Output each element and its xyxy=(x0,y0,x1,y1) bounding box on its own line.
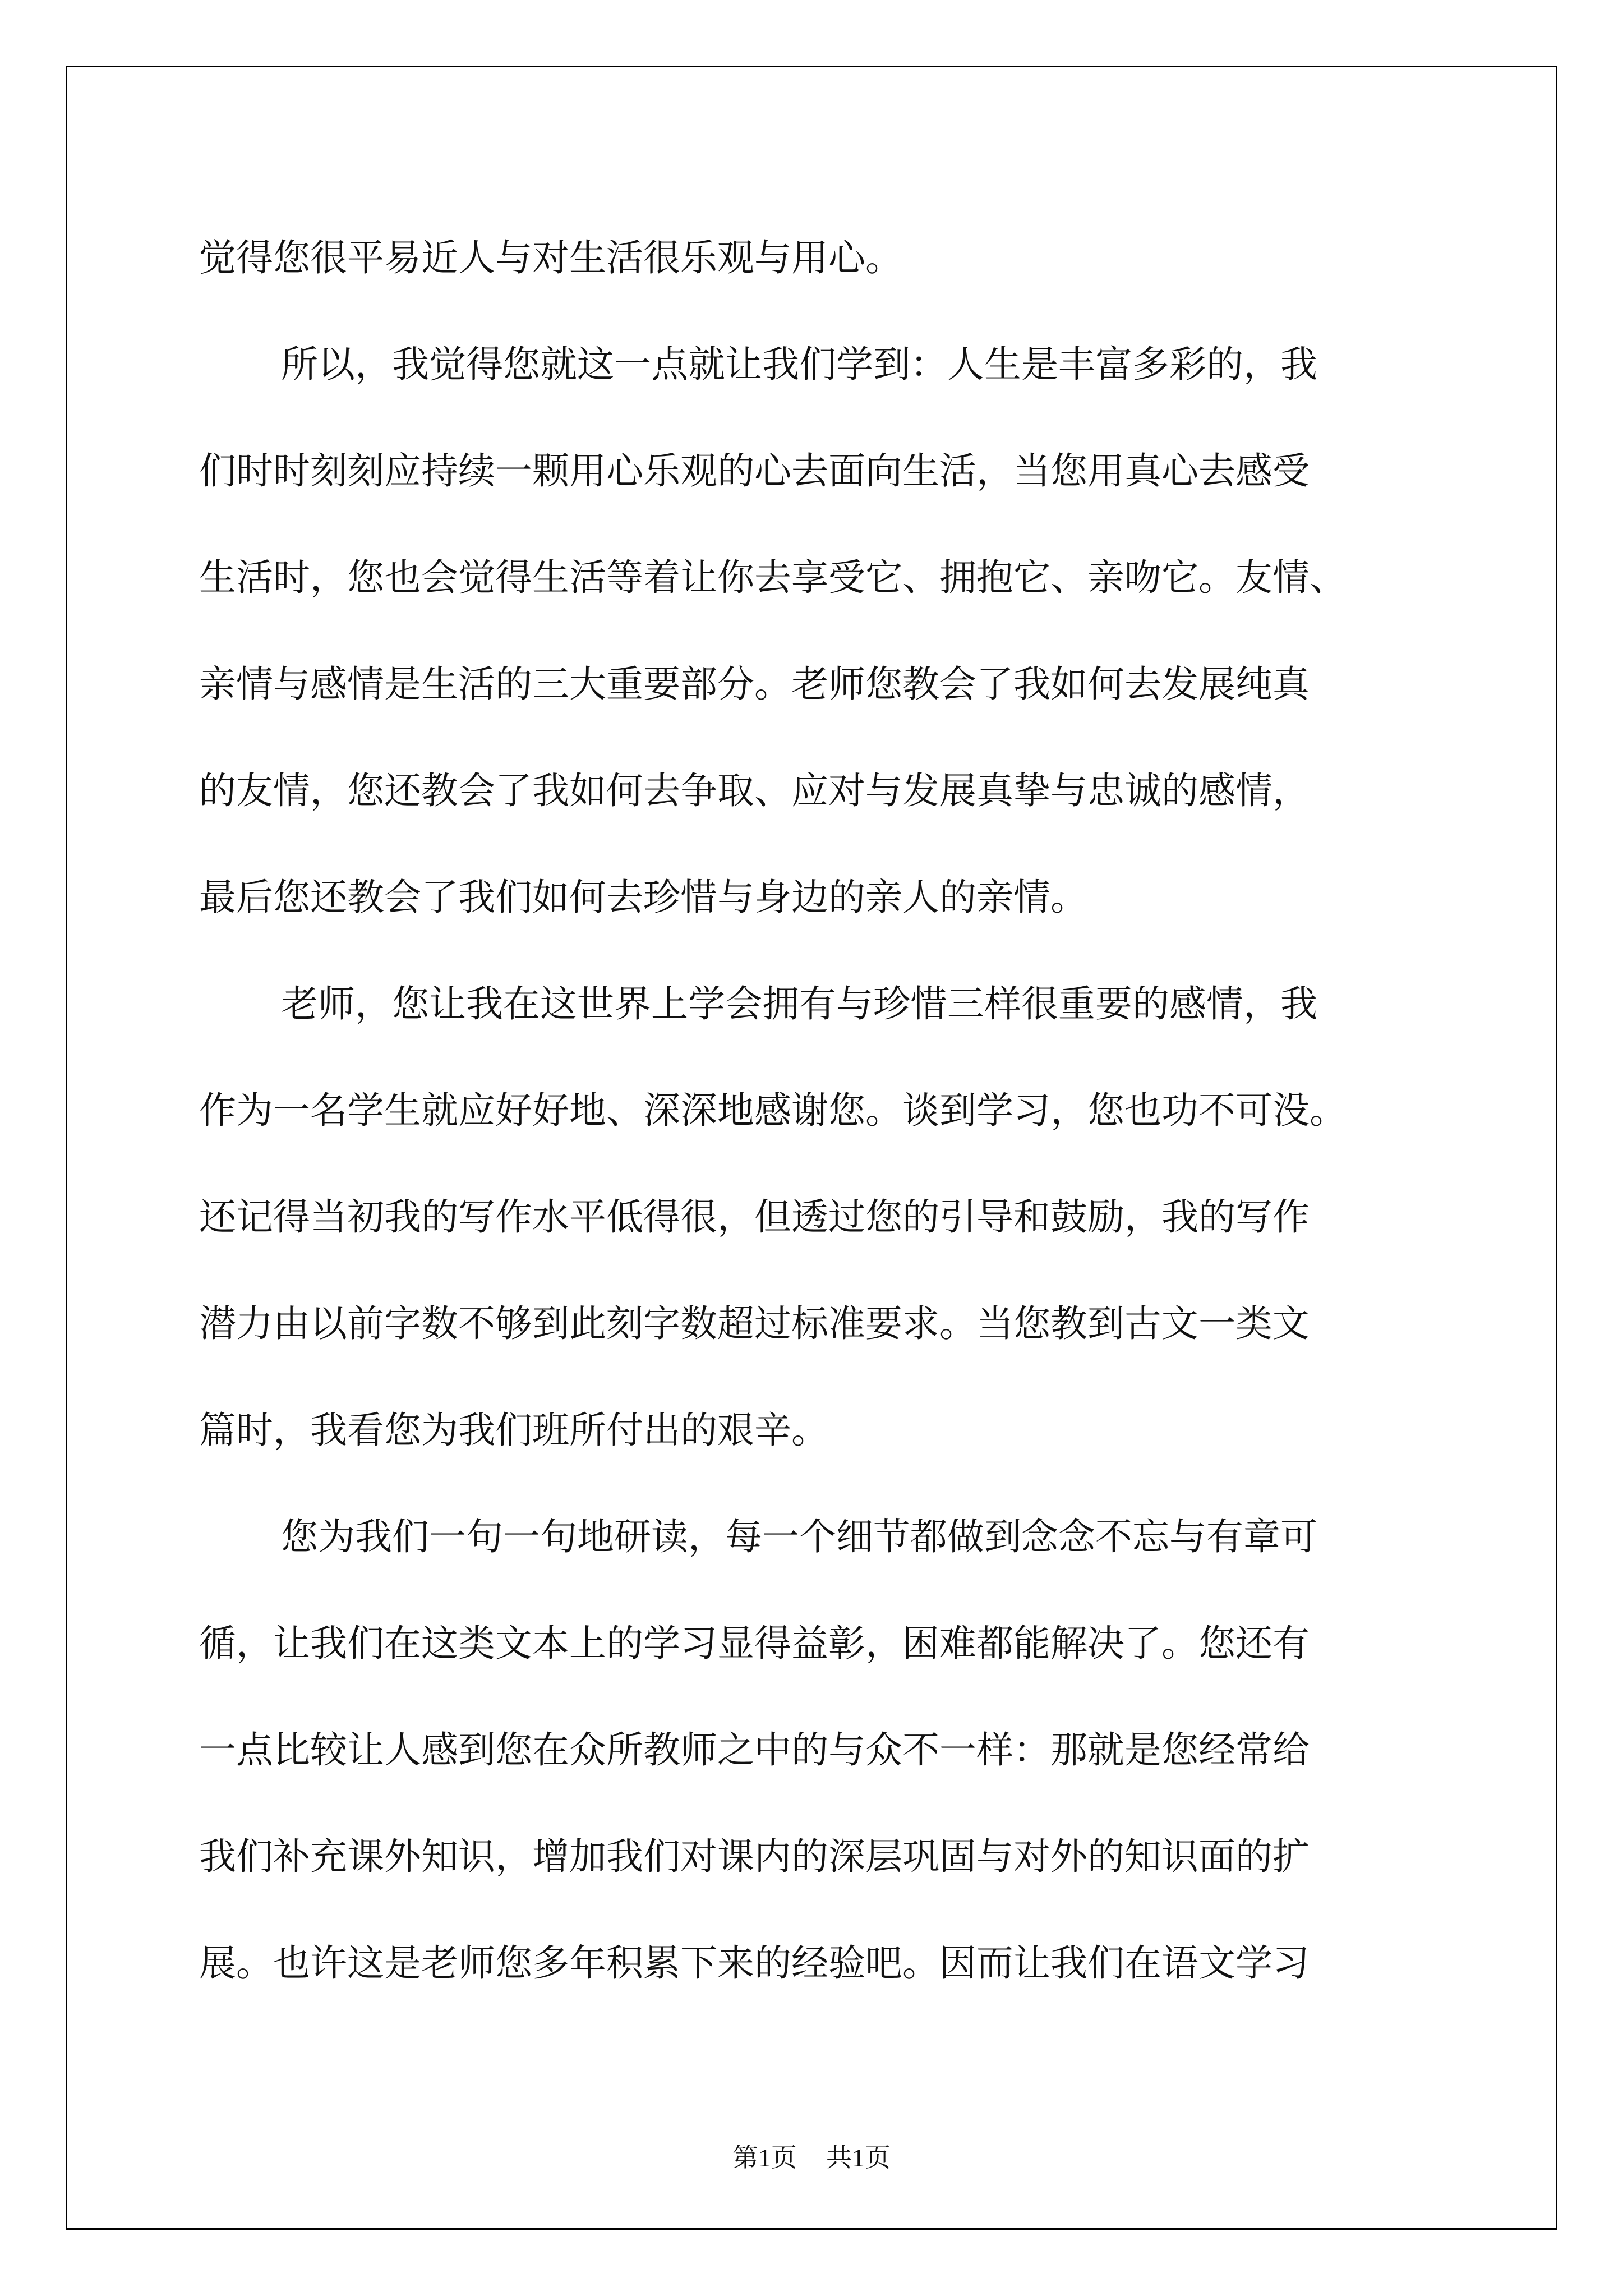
page-total: 共1页 xyxy=(826,2143,891,2172)
text-line: 潜力由以前字数不够到此刻字数超过标准要求。当您教到古文一类文 xyxy=(199,1302,1310,1345)
text-line: 生活时，您也会觉得生活等着让你去享受它、拥抱它、亲吻它。友情、 xyxy=(199,556,1347,599)
page-footer xyxy=(0,2137,1623,2174)
text-line: 最后您还教会了我们如何去珍惜与身边的亲人的亲情。 xyxy=(199,876,1087,919)
text-line: 们时时刻刻应持续一颗用心乐观的心去面向生活，当您用真心去感受 xyxy=(199,449,1310,493)
text-line: 篇时，我看您为我们班所付出的艰辛。 xyxy=(199,1409,828,1452)
text-line: 亲情与感情是生活的三大重要部分。老师您教会了我如何去发展纯真 xyxy=(199,662,1310,706)
text-line: 一点比较让人感到您在众所教师之中的与众不一样：那就是您经常给 xyxy=(199,1728,1310,1772)
text-line: 所以，我觉得您就这一点就让我们学到：人生是丰富多彩的，我 xyxy=(281,343,1317,386)
text-line: 的友情，您还教会了我如何去争取、应对与发展真挚与忠诚的感情， xyxy=(199,769,1310,812)
text-line: 我们补充课外知识，增加我们对课内的深层巩固与对外的知识面的扩 xyxy=(199,1835,1310,1878)
page-number: 第1页 xyxy=(732,2143,797,2172)
text-line: 循，让我们在这类文本上的学习显得益彰，困难都能解决了。您还有 xyxy=(199,1622,1310,1665)
text-line: 还记得当初我的写作水平低得很，但透过您的引导和鼓励，我的写作 xyxy=(199,1195,1310,1239)
document-body xyxy=(199,205,1433,2017)
text-line: 老师，您让我在这世界上学会拥有与珍惜三样很重要的感情，我 xyxy=(281,982,1317,1025)
text-line: 作为一名学生就应好好地、深深地感谢您。谈到学习，您也功不可没。 xyxy=(199,1089,1347,1132)
text-line: 展。也许这是老师您多年积累下来的经验吧。因而让我们在语文学习 xyxy=(199,1941,1310,1985)
text-line: 觉得您很平易近人与对生活很乐观与用心。 xyxy=(199,236,902,279)
text-line: 您为我们一句一句地研读，每一个细节都做到念念不忘与有章可 xyxy=(281,1515,1317,1558)
